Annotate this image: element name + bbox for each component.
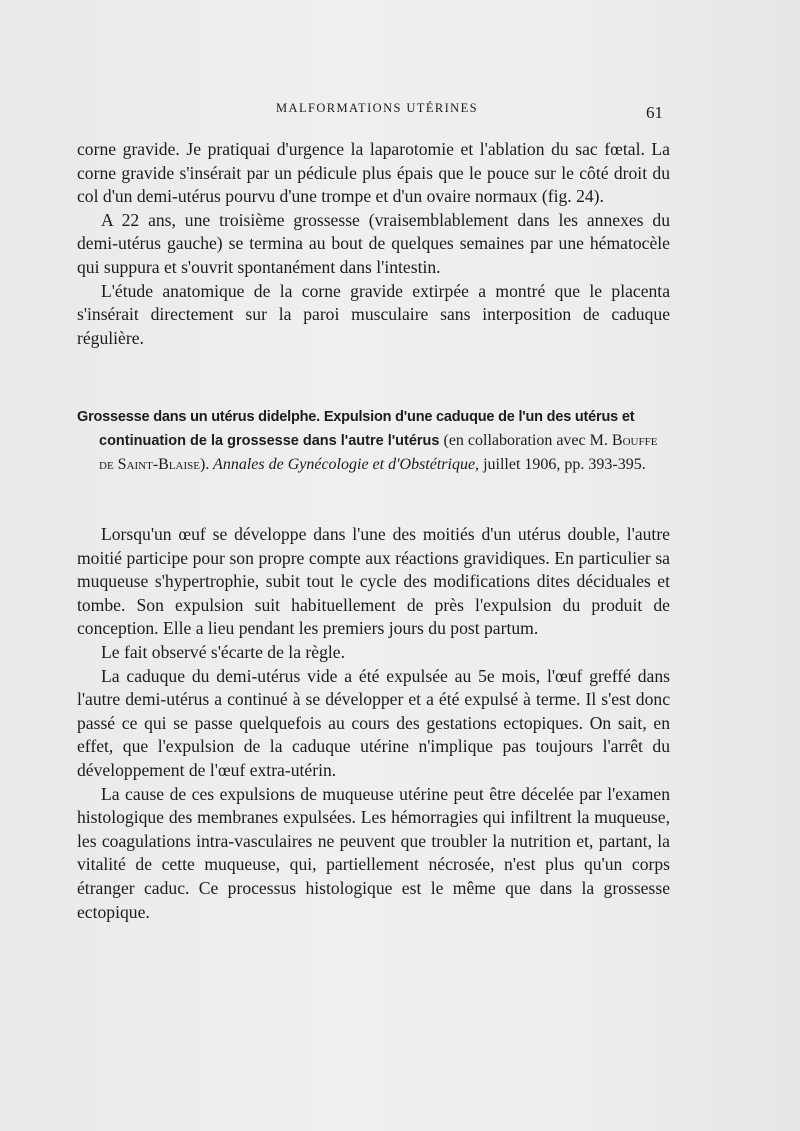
text-section-2 [77,523,670,924]
paragraph: A 22 ans, une troisième grossesse (vraisemblablement dans les annexes du demi-utérus gauche) se termina au bout de quelques semaines par une hématocèle qui suppura et s'ouvrit spontanément dans l'intestin. [77,209,670,277]
text-section-1 [77,138,670,350]
paragraph: La cause de ces expulsions de muqueuse utérine peut être décelée par l'examen histologique des membranes expulsées. Les hémorragies qui infiltrent la muqueuse, les coagulations intra-vasculaires ne peuvent que troubler la nutrition et, partant, la vitalité de cette muqueuse, qui, partiellement nécrosée, n'est plus qu'un corps étranger caduc. Ce processus histologique est le même que dans la grossesse ectopique. [77,783,670,922]
reference-collaboration: (en collaboration avec [439,432,586,449]
paragraph: corne gravide. Je pratiquai d'urgence la laparotomie et l'ablation du sac fœtal. La corne gravide s'insérait par un pédicule plus épais que le pouce sur le côté droit du col d'un demi-utérus pourvu d'une trompe et d'un ovaire normaux (fig. 24). [77,139,670,207]
reference-title-line1: Grossesse dans un utérus didelphe. Expulsion d'une caduque de l'un des utérus et [77,409,635,425]
paragraph: Lorsqu'un œuf se développe dans l'une des moitiés d'un utérus double, l'autre moitié participe pour son propre compte aux réactions gravidiques. En particulier sa muqueuse s'hypertrophie, subit tout le cycle des modifications dites déciduales et tombe. Son expulsion suit habituellement de près l'expulsion du produit de conception. Elle a lieu pendant les premiers jours du post partum. [77,524,670,639]
reference-date: juillet 1906, [479,456,561,473]
bibliographic-reference [77,406,670,477]
reference-journal: Annales de Gynécologie et d'Obstétrique, [209,456,480,473]
paragraph: La caduque du demi-utérus vide a été expulsée au 5e mois, l'œuf greffé dans l'autre demi-utérus a continué à se développer et a été expulsé à terme. Il s'est donc passé ce qui se passe quelquefois au cours des gestations ectopiques. On sait, en effet, que l'expulsion de la caduque utérine n'implique pas toujours l'arrêt du développement de l'œuf extra-utérin. [77,665,670,780]
reference-title-line2: continuation de la grossesse dans l'autre l'utérus [99,433,440,449]
reference-pages: pp. 393-395. [564,456,646,473]
paragraph: Le fait observé s'écarte de la règle. [101,641,345,662]
reference-authors: M. Bouffe de Saint-Blaise). [99,432,658,473]
page-number: 61 [646,103,663,122]
running-title: MALFORMATIONS UTÉRINES [276,101,478,115]
paragraph: L'étude anatomique de la corne gravide extirpée a montré que le placenta s'insérait directement sur la paroi musculaire sans interposition de caduque régulière. [77,280,670,348]
reference-continuation [77,429,670,477]
